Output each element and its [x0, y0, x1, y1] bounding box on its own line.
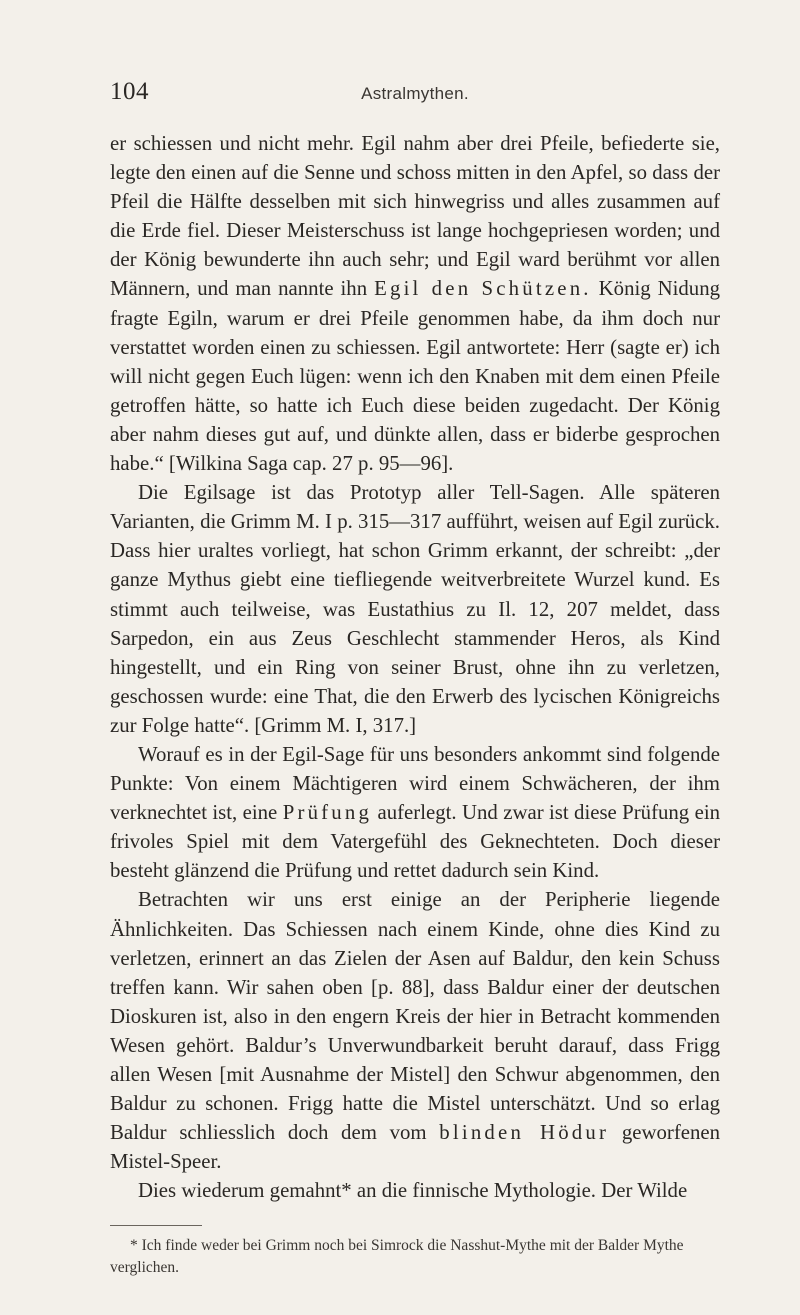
paragraph-1-text-a: er schiessen und nicht mehr. Egil nahm aber drei Pfeile, befiederte sie, legte den einen auf die Senne und schoss mitten in den Apfel, so dass der Pfeil die Hälfte desselben mit sich hinwegriss und alles zusammen auf die Erde fiel. Dieser Meisterschuss ist lange hochgepriesen worden; und der König bewunderte ihn auch sehr; und Egil ward berühmt vor allen Männern, und man nannte ihn [110, 132, 720, 301]
paragraph-4 [110, 885, 720, 1176]
paragraph-1-text-b: König Nidung fragte Egiln, warum er drei Pfeile genommen habe, da ihm doch nur verstattet worden einen zu schiessen. Egil antwortete: Herr (sagte er) ich will nicht gegen Euch lügen: wenn ich den Knaben mit dem einen Pfeile getroffen hätte, so hatte ich Euch diese beiden zugedacht. Der König aber nahm dieses gut auf, und dünkte allen, dass er biderbe gesprochen habe.“ [Wilkina Saga cap. 27 p. 95—96]. [110, 277, 720, 476]
paragraph-4-text-a: Betrachten wir uns erst einige an der Peripherie liegende Ähnlichkeiten. Das Schiessen nach einem Kinde, ohne dies Kind zu verletzen, erinnert an das Zielen der Asen auf Baldur, den kein Schuss treffen kann. Wir sahen oben [p. 88], dass Baldur einer der deutschen Dioskuren ist, also in den engern Kreis der hier in Betracht kommenden Wesen gehört. Baldur’s Unverwundbarkeit beruht darauf, dass Frigg allen Wesen [mit Ausnahme der Mistel] den Schwur abgenommen, den Baldur zu schonen. Frigg hatte die Mistel unterschätzt. Und so erlag Baldur schliesslich doch dem vom [110, 888, 720, 1145]
paragraph-3-spaced-word: Prüfung [282, 801, 373, 825]
paragraph-3 [110, 740, 720, 885]
paragraph-2: Die Egilsage ist das Prototyp aller Tell-Sagen. Alle späteren Varianten, die Grimm M. I p. 315—317 aufführt, weisen auf Egil zurück. Dass hier uraltes vorliegt, hat schon Grimm erkannt, der schreibt: „der ganze Mythus giebt eine tiefliegende weitverbreitete Wurzel kund. Es stimmt auch teilweise, was Eustathius zu Il. 12, 207 meldet, dass Sarpedon, ein aus Zeus Geschlecht stammender Heros, als Kind hingestellt, und ein Ring von seiner Brust, ohne ihn zu verletzen, geschossen wurde: eine That, die den Erwerb des lycischen Königreichs zur Folge hatte“. [Grimm M. I, 317.] [110, 481, 720, 737]
body-text [110, 129, 720, 1205]
paragraph-3-text-a: Worauf es in der Egil-Sage für uns besonders ankommt sind folgende Punkte: Von einem Mächtigeren wird einem Schwächeren, der ihm verknechtet ist, eine [110, 742, 720, 825]
paragraph-4-text-b: geworfenen Mistel-Speer. [110, 1121, 720, 1174]
running-title: Astralmythen. [361, 84, 469, 103]
paragraph-4-spaced-words: blinden Hödur [439, 1121, 610, 1145]
footnote-text: * Ich finde weder bei Grimm noch bei Simrock die Nasshut-Mythe mit der Balder Mythe verglichen. [110, 1237, 684, 1276]
paragraph-1-spaced-name: Egil den Schützen. [374, 277, 592, 301]
page-number: 104 [110, 78, 149, 105]
paragraph-3-text-b: auferlegt. Und zwar ist diese Prüfung ein frivoles Spiel mit dem Vatergefühl des Geknechteten. Doch dieser besteht glänzend die Prüfung und rettet dadurch sein Kind. [110, 801, 720, 883]
page-header [110, 70, 720, 110]
footnote-divider [110, 1225, 202, 1226]
paragraph-5: Dies wiederum gemahnt* an die finnische Mythologie. Der Wilde [138, 1179, 688, 1203]
paragraph-1 [110, 129, 720, 478]
footnote [110, 1235, 720, 1279]
